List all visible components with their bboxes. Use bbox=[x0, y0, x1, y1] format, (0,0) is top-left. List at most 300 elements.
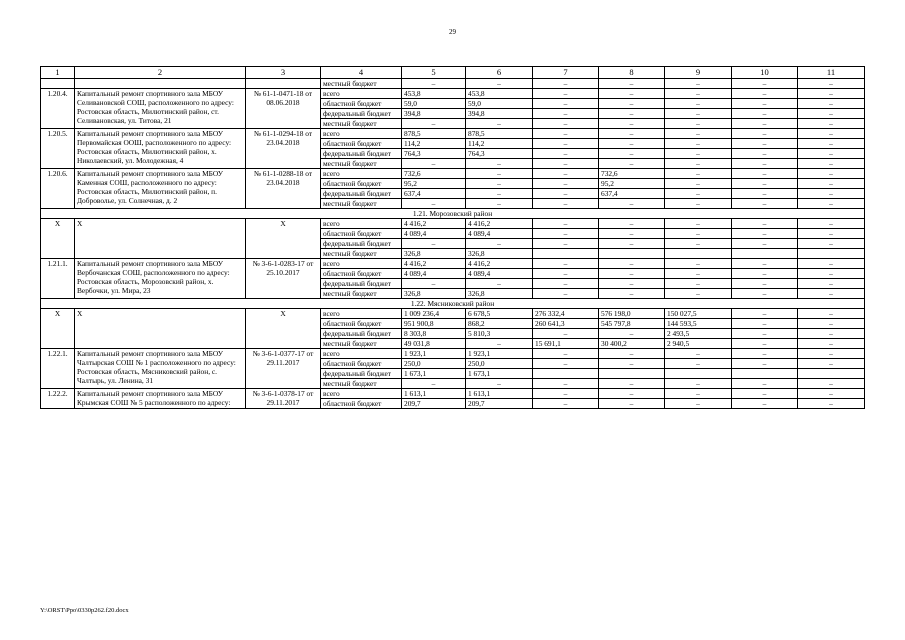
amount-cell: – bbox=[732, 199, 798, 209]
amount-cell: – bbox=[466, 119, 533, 129]
amount-cell: 732,6 bbox=[402, 169, 466, 179]
amount-cell: – bbox=[665, 279, 732, 289]
amount-cell: – bbox=[466, 169, 533, 179]
amount-cell: – bbox=[599, 139, 665, 149]
amount-cell: 4 416,2 bbox=[402, 219, 466, 229]
amount-cell: 95,2 bbox=[599, 179, 665, 189]
amount-cell: – bbox=[599, 349, 665, 359]
amount-cell bbox=[599, 249, 665, 259]
amount-cell: – bbox=[798, 199, 865, 209]
amount-cell: – bbox=[798, 399, 865, 409]
funding-source-cell: областной бюджет bbox=[321, 319, 402, 329]
column-number-cell: 6 bbox=[466, 67, 533, 79]
amount-cell: – bbox=[665, 169, 732, 179]
amount-cell: – bbox=[798, 169, 865, 179]
amount-cell: – bbox=[599, 399, 665, 409]
amount-cell: – bbox=[665, 239, 732, 249]
amount-cell: – bbox=[533, 169, 599, 179]
amount-cell: – bbox=[466, 189, 533, 199]
funding-source-cell: местный бюджет bbox=[321, 119, 402, 129]
amount-cell: 114,2 bbox=[402, 139, 466, 149]
amount-cell: – bbox=[732, 229, 798, 239]
amount-cell: – bbox=[533, 239, 599, 249]
section-header-row bbox=[41, 299, 865, 309]
amount-cell: – bbox=[732, 319, 798, 329]
funding-source-cell: местный бюджет bbox=[321, 159, 402, 169]
column-number-cell: 4 bbox=[321, 67, 402, 79]
amount-cell: – bbox=[599, 329, 665, 339]
amount-cell: 8 303,8 bbox=[402, 329, 466, 339]
amount-cell: – bbox=[466, 179, 533, 189]
amount-cell: 453,8 bbox=[402, 89, 466, 99]
amount-cell: 1 009 236,4 bbox=[402, 309, 466, 319]
amount-cell: – bbox=[798, 269, 865, 279]
amount-cell: – bbox=[533, 289, 599, 299]
funding-source-cell: местный бюджет bbox=[321, 79, 402, 89]
amount-cell: 394,8 bbox=[466, 109, 533, 119]
amount-cell: 868,2 bbox=[466, 319, 533, 329]
funding-source-cell: областной бюджет bbox=[321, 179, 402, 189]
amount-cell: – bbox=[732, 169, 798, 179]
amount-cell: – bbox=[798, 289, 865, 299]
amount-cell: – bbox=[732, 269, 798, 279]
item-description-cell: Х bbox=[75, 219, 246, 259]
amount-cell: – bbox=[665, 259, 732, 269]
amount-cell: – bbox=[798, 219, 865, 229]
empty-cell bbox=[75, 79, 246, 89]
funding-source-cell: областной бюджет bbox=[321, 229, 402, 239]
amount-cell: – bbox=[665, 159, 732, 169]
funding-source-cell: местный бюджет bbox=[321, 339, 402, 349]
amount-cell: – bbox=[599, 229, 665, 239]
amount-cell: – bbox=[665, 359, 732, 369]
amount-cell: – bbox=[798, 189, 865, 199]
amount-cell: – bbox=[665, 99, 732, 109]
permit-number-cell: № 61-1-0288-18 от 23.04.2018 bbox=[246, 169, 321, 209]
amount-cell: 209,7 bbox=[402, 399, 466, 409]
amount-cell: – bbox=[466, 379, 533, 389]
funding-source-cell: федеральный бюджет bbox=[321, 149, 402, 159]
empty-cell bbox=[41, 79, 75, 89]
item-number-cell: Х bbox=[41, 309, 75, 349]
amount-cell: 4 416,2 bbox=[402, 259, 466, 269]
amount-cell: 4 089,4 bbox=[466, 269, 533, 279]
funding-source-cell: федеральный бюджет bbox=[321, 369, 402, 379]
amount-cell: 637,4 bbox=[402, 189, 466, 199]
amount-cell: – bbox=[599, 279, 665, 289]
funding-source-cell: местный бюджет bbox=[321, 289, 402, 299]
amount-cell: – bbox=[466, 279, 533, 289]
amount-cell: – bbox=[798, 279, 865, 289]
amount-cell: – bbox=[732, 339, 798, 349]
amount-cell: – bbox=[798, 179, 865, 189]
amount-cell: – bbox=[732, 219, 798, 229]
amount-cell: – bbox=[798, 229, 865, 239]
amount-cell: – bbox=[599, 79, 665, 89]
amount-cell bbox=[798, 369, 865, 379]
item-description-cell: Капитальный ремонт спортивного зала МБОУ Селивановской СОШ, расположенного по адресу: Ростовская область, Милютинский район, ст. Селивановская, ул. Титова, 21 bbox=[75, 89, 246, 129]
amount-cell: 260 641,3 bbox=[533, 319, 599, 329]
amount-cell: 1 613,1 bbox=[466, 389, 533, 399]
amount-cell: – bbox=[665, 149, 732, 159]
amount-cell: – bbox=[599, 239, 665, 249]
amount-cell: – bbox=[732, 309, 798, 319]
amount-cell: – bbox=[798, 319, 865, 329]
amount-cell: – bbox=[798, 339, 865, 349]
amount-cell: – bbox=[533, 119, 599, 129]
funding-source-cell: всего bbox=[321, 389, 402, 399]
amount-cell: – bbox=[665, 129, 732, 139]
amount-cell: – bbox=[798, 139, 865, 149]
funding-source-cell: всего bbox=[321, 309, 402, 319]
funding-source-cell: федеральный бюджет bbox=[321, 189, 402, 199]
amount-cell: – bbox=[599, 99, 665, 109]
amount-cell: – bbox=[533, 379, 599, 389]
amount-cell: – bbox=[533, 329, 599, 339]
permit-number-cell: Х bbox=[246, 309, 321, 349]
funding-row bbox=[41, 169, 865, 179]
amount-cell: – bbox=[533, 99, 599, 109]
amount-cell: – bbox=[665, 89, 732, 99]
funding-source-cell: федеральный бюджет bbox=[321, 239, 402, 249]
funding-source-cell: всего bbox=[321, 259, 402, 269]
amount-cell: 250,0 bbox=[402, 359, 466, 369]
amount-cell: – bbox=[533, 159, 599, 169]
funding-source-cell: областной бюджет bbox=[321, 399, 402, 409]
amount-cell: – bbox=[533, 269, 599, 279]
amount-cell: – bbox=[665, 109, 732, 119]
amount-cell: – bbox=[402, 279, 466, 289]
amount-cell: – bbox=[798, 259, 865, 269]
amount-cell: 764,3 bbox=[402, 149, 466, 159]
amount-cell: 732,6 bbox=[599, 169, 665, 179]
column-number-cell: 8 bbox=[599, 67, 665, 79]
amount-cell: 6 678,5 bbox=[466, 309, 533, 319]
amount-cell: – bbox=[732, 239, 798, 249]
item-number-cell: 1.22.1. bbox=[41, 349, 75, 389]
item-number-cell: 1.20.4. bbox=[41, 89, 75, 129]
amount-cell: 4 089,4 bbox=[402, 229, 466, 239]
amount-cell: – bbox=[732, 149, 798, 159]
table-body bbox=[41, 67, 865, 409]
amount-cell: 144 593,5 bbox=[665, 319, 732, 329]
amount-cell: – bbox=[533, 139, 599, 149]
funding-source-cell: областной бюджет bbox=[321, 139, 402, 149]
amount-cell: – bbox=[599, 259, 665, 269]
funding-row bbox=[41, 309, 865, 319]
amount-cell: 1 673,1 bbox=[466, 369, 533, 379]
amount-cell: – bbox=[599, 159, 665, 169]
amount-cell bbox=[599, 369, 665, 379]
amount-cell: 637,4 bbox=[599, 189, 665, 199]
amount-cell: 545 797,8 bbox=[599, 319, 665, 329]
amount-cell: – bbox=[665, 189, 732, 199]
column-number-cell: 5 bbox=[402, 67, 466, 79]
amount-cell: 4 416,2 bbox=[466, 259, 533, 269]
amount-cell: – bbox=[665, 179, 732, 189]
funding-source-cell: федеральный бюджет bbox=[321, 279, 402, 289]
amount-cell: – bbox=[533, 399, 599, 409]
amount-cell: – bbox=[798, 119, 865, 129]
amount-cell: – bbox=[732, 389, 798, 399]
amount-cell: – bbox=[533, 219, 599, 229]
amount-cell: – bbox=[732, 159, 798, 169]
amount-cell: 951 900,8 bbox=[402, 319, 466, 329]
amount-cell: 764,3 bbox=[466, 149, 533, 159]
amount-cell: – bbox=[533, 199, 599, 209]
item-number-cell: 1.20.6. bbox=[41, 169, 75, 209]
funding-source-cell: местный бюджет bbox=[321, 199, 402, 209]
amount-cell: 5 810,3 bbox=[466, 329, 533, 339]
amount-cell: 150 027,5 bbox=[665, 309, 732, 319]
amount-cell bbox=[665, 369, 732, 379]
amount-cell: – bbox=[732, 129, 798, 139]
amount-cell: – bbox=[798, 129, 865, 139]
amount-cell: 95,2 bbox=[402, 179, 466, 189]
amount-cell: – bbox=[466, 339, 533, 349]
amount-cell: – bbox=[533, 109, 599, 119]
amount-cell: – bbox=[533, 359, 599, 369]
amount-cell: – bbox=[732, 139, 798, 149]
amount-cell bbox=[798, 249, 865, 259]
amount-cell: – bbox=[665, 199, 732, 209]
amount-cell: – bbox=[402, 119, 466, 129]
amount-cell: 1 613,1 bbox=[402, 389, 466, 399]
amount-cell: – bbox=[798, 89, 865, 99]
amount-cell: 394,8 bbox=[402, 109, 466, 119]
amount-cell: – bbox=[402, 199, 466, 209]
amount-cell: – bbox=[402, 379, 466, 389]
amount-cell: – bbox=[599, 109, 665, 119]
funding-source-cell: всего bbox=[321, 129, 402, 139]
budget-table bbox=[40, 66, 865, 409]
amount-cell: – bbox=[665, 229, 732, 239]
amount-cell: – bbox=[732, 349, 798, 359]
amount-cell: – bbox=[732, 399, 798, 409]
amount-cell: 250,0 bbox=[466, 359, 533, 369]
amount-cell bbox=[732, 249, 798, 259]
column-number-cell: 9 bbox=[665, 67, 732, 79]
item-number-cell: Х bbox=[41, 219, 75, 259]
column-number-header-row bbox=[41, 67, 865, 79]
funding-source-cell: всего bbox=[321, 219, 402, 229]
item-description-cell: Капитальный ремонт спортивного зала МБОУ Крымская СОШ № 5 расположенного по адресу: bbox=[75, 389, 246, 409]
amount-cell: – bbox=[798, 329, 865, 339]
amount-cell: – bbox=[599, 199, 665, 209]
amount-cell: – bbox=[466, 79, 533, 89]
amount-cell: – bbox=[599, 289, 665, 299]
amount-cell: – bbox=[533, 179, 599, 189]
amount-cell: 30 400,2 bbox=[599, 339, 665, 349]
amount-cell: – bbox=[798, 79, 865, 89]
amount-cell: – bbox=[665, 119, 732, 129]
amount-cell: – bbox=[466, 159, 533, 169]
column-number-cell: 11 bbox=[798, 67, 865, 79]
funding-row bbox=[41, 219, 865, 229]
amount-cell: – bbox=[533, 129, 599, 139]
amount-cell bbox=[665, 249, 732, 259]
amount-cell bbox=[533, 249, 599, 259]
amount-cell bbox=[533, 369, 599, 379]
amount-cell: – bbox=[665, 399, 732, 409]
amount-cell: – bbox=[798, 109, 865, 119]
amount-cell: – bbox=[533, 279, 599, 289]
permit-number-cell: № 3-6-1-0283-17 от 25.10.2017 bbox=[246, 259, 321, 299]
amount-cell: 1 673,1 bbox=[402, 369, 466, 379]
permit-number-cell: № 61-1-0471-18 от 08.06.2018 bbox=[246, 89, 321, 129]
funding-source-cell: всего bbox=[321, 169, 402, 179]
item-description-cell: Капитальный ремонт спортивного зала МБОУ Чалтырская СОШ № 1 расположенного по адресу: Ростовская область, Мясниковский район, с. Чалтырь, ул. Ленина, 31 bbox=[75, 349, 246, 389]
amount-cell: 4 089,4 bbox=[466, 229, 533, 239]
amount-cell: – bbox=[732, 279, 798, 289]
column-number-cell: 3 bbox=[246, 67, 321, 79]
amount-cell bbox=[732, 369, 798, 379]
amount-cell: – bbox=[732, 329, 798, 339]
page-number: 29 bbox=[449, 28, 456, 36]
amount-cell: 878,5 bbox=[466, 129, 533, 139]
amount-cell: – bbox=[665, 289, 732, 299]
amount-cell: – bbox=[798, 239, 865, 249]
column-number-cell: 2 bbox=[75, 67, 246, 79]
amount-cell: 453,8 bbox=[466, 89, 533, 99]
item-number-cell: 1.20.5. bbox=[41, 129, 75, 169]
funding-row bbox=[41, 259, 865, 269]
amount-cell: – bbox=[732, 189, 798, 199]
item-number-cell: 1.21.1. bbox=[41, 259, 75, 299]
amount-cell: – bbox=[533, 189, 599, 199]
column-number-cell: 10 bbox=[732, 67, 798, 79]
amount-cell: – bbox=[732, 259, 798, 269]
amount-cell: – bbox=[732, 179, 798, 189]
amount-cell: – bbox=[533, 259, 599, 269]
amount-cell: – bbox=[599, 129, 665, 139]
amount-cell: – bbox=[402, 79, 466, 89]
section-title: 1.22. Мясниковский район bbox=[41, 299, 865, 309]
amount-cell: 326,8 bbox=[466, 249, 533, 259]
amount-cell: – bbox=[533, 79, 599, 89]
amount-cell: – bbox=[798, 149, 865, 159]
amount-cell: – bbox=[732, 99, 798, 109]
amount-cell: – bbox=[732, 289, 798, 299]
item-description-cell: Капитальный ремонт спортивного зала МБОУ Вербочанская СОШ, расположенного по адресу: Ростовская область, Морозовский район, х. Вербочки, ул. Мира, 23 bbox=[75, 259, 246, 299]
amount-cell: – bbox=[665, 389, 732, 399]
empty-cell bbox=[246, 79, 321, 89]
amount-cell: 2 940,5 bbox=[665, 339, 732, 349]
funding-row bbox=[41, 129, 865, 139]
funding-source-cell: областной бюджет bbox=[321, 359, 402, 369]
document-file-path: Y:\ORST\Ppo\0330p262.f20.docx bbox=[40, 607, 129, 614]
item-description-cell: Капитальный ремонт спортивного зала МБОУ Первомайская ООШ, расположенного по адресу: Ростовская область, Милютинский район, х. Николаевский, ул. Молодежная, 4 bbox=[75, 129, 246, 169]
amount-cell: – bbox=[665, 379, 732, 389]
amount-cell: – bbox=[798, 379, 865, 389]
permit-number-cell: № 3-6-1-0377-17 от 29.11.2017 bbox=[246, 349, 321, 389]
amount-cell: – bbox=[402, 239, 466, 249]
amount-cell: – bbox=[732, 79, 798, 89]
funding-source-cell: местный бюджет bbox=[321, 249, 402, 259]
funding-source-cell: областной бюджет bbox=[321, 99, 402, 109]
amount-cell: 1 923,1 bbox=[402, 349, 466, 359]
amount-cell: – bbox=[599, 149, 665, 159]
amount-cell: – bbox=[732, 379, 798, 389]
amount-cell: 576 198,0 bbox=[599, 309, 665, 319]
amount-cell: – bbox=[798, 309, 865, 319]
amount-cell: 59,0 bbox=[402, 99, 466, 109]
funding-row bbox=[41, 89, 865, 99]
permit-number-cell: № 3-6-1-0378-17 от 29.11.2017 bbox=[246, 389, 321, 409]
amount-cell: – bbox=[798, 159, 865, 169]
amount-cell: – bbox=[533, 89, 599, 99]
column-number-cell: 7 bbox=[533, 67, 599, 79]
amount-cell: 326,8 bbox=[402, 289, 466, 299]
permit-number-cell: № 61-1-0294-18 от 23.04.2018 bbox=[246, 129, 321, 169]
funding-row bbox=[41, 389, 865, 399]
amount-cell: 15 691,1 bbox=[533, 339, 599, 349]
funding-row bbox=[41, 79, 865, 89]
amount-cell: – bbox=[732, 89, 798, 99]
funding-source-cell: местный бюджет bbox=[321, 379, 402, 389]
amount-cell: – bbox=[665, 349, 732, 359]
amount-cell: – bbox=[599, 219, 665, 229]
section-header-row bbox=[41, 209, 865, 219]
amount-cell: 59,0 bbox=[466, 99, 533, 109]
amount-cell: – bbox=[599, 379, 665, 389]
item-description-cell: Х bbox=[75, 309, 246, 349]
amount-cell: 4 416,2 bbox=[466, 219, 533, 229]
amount-cell: – bbox=[599, 269, 665, 279]
amount-cell: 4 089,4 bbox=[402, 269, 466, 279]
amount-cell: – bbox=[665, 139, 732, 149]
funding-source-cell: всего bbox=[321, 89, 402, 99]
amount-cell: – bbox=[732, 109, 798, 119]
amount-cell: – bbox=[599, 359, 665, 369]
funding-source-cell: всего bbox=[321, 349, 402, 359]
amount-cell: – bbox=[402, 159, 466, 169]
amount-cell: – bbox=[798, 99, 865, 109]
amount-cell: – bbox=[533, 229, 599, 239]
amount-cell: – bbox=[466, 239, 533, 249]
funding-source-cell: областной бюджет bbox=[321, 269, 402, 279]
amount-cell: – bbox=[732, 359, 798, 369]
funding-row bbox=[41, 349, 865, 359]
amount-cell: – bbox=[599, 89, 665, 99]
amount-cell: – bbox=[533, 349, 599, 359]
amount-cell: 326,8 bbox=[466, 289, 533, 299]
amount-cell: 276 332,4 bbox=[533, 309, 599, 319]
amount-cell: – bbox=[533, 389, 599, 399]
amount-cell: – bbox=[798, 349, 865, 359]
section-title: 1.21. Морозовский район bbox=[41, 209, 865, 219]
amount-cell: 1 923,1 bbox=[466, 349, 533, 359]
amount-cell: – bbox=[732, 119, 798, 129]
funding-source-cell: федеральный бюджет bbox=[321, 109, 402, 119]
amount-cell: – bbox=[466, 199, 533, 209]
amount-cell: – bbox=[665, 269, 732, 279]
item-description-cell: Капитальный ремонт спортивного зала МБОУ Каменная СОШ, расположенного по адресу: Ростовская область, Милютинский район, п. Доброволье, ул. Солнечная, д. 2 bbox=[75, 169, 246, 209]
amount-cell: – bbox=[599, 389, 665, 399]
amount-cell: 2 493,5 bbox=[665, 329, 732, 339]
amount-cell: 114,2 bbox=[466, 139, 533, 149]
amount-cell: – bbox=[533, 149, 599, 159]
column-number-cell: 1 bbox=[41, 67, 75, 79]
amount-cell: 326,8 bbox=[402, 249, 466, 259]
permit-number-cell: Х bbox=[246, 219, 321, 259]
item-number-cell: 1.22.2. bbox=[41, 389, 75, 409]
amount-cell: 49 031,8 bbox=[402, 339, 466, 349]
amount-cell: – bbox=[665, 79, 732, 89]
amount-cell: – bbox=[599, 119, 665, 129]
amount-cell: 878,5 bbox=[402, 129, 466, 139]
amount-cell: – bbox=[665, 219, 732, 229]
